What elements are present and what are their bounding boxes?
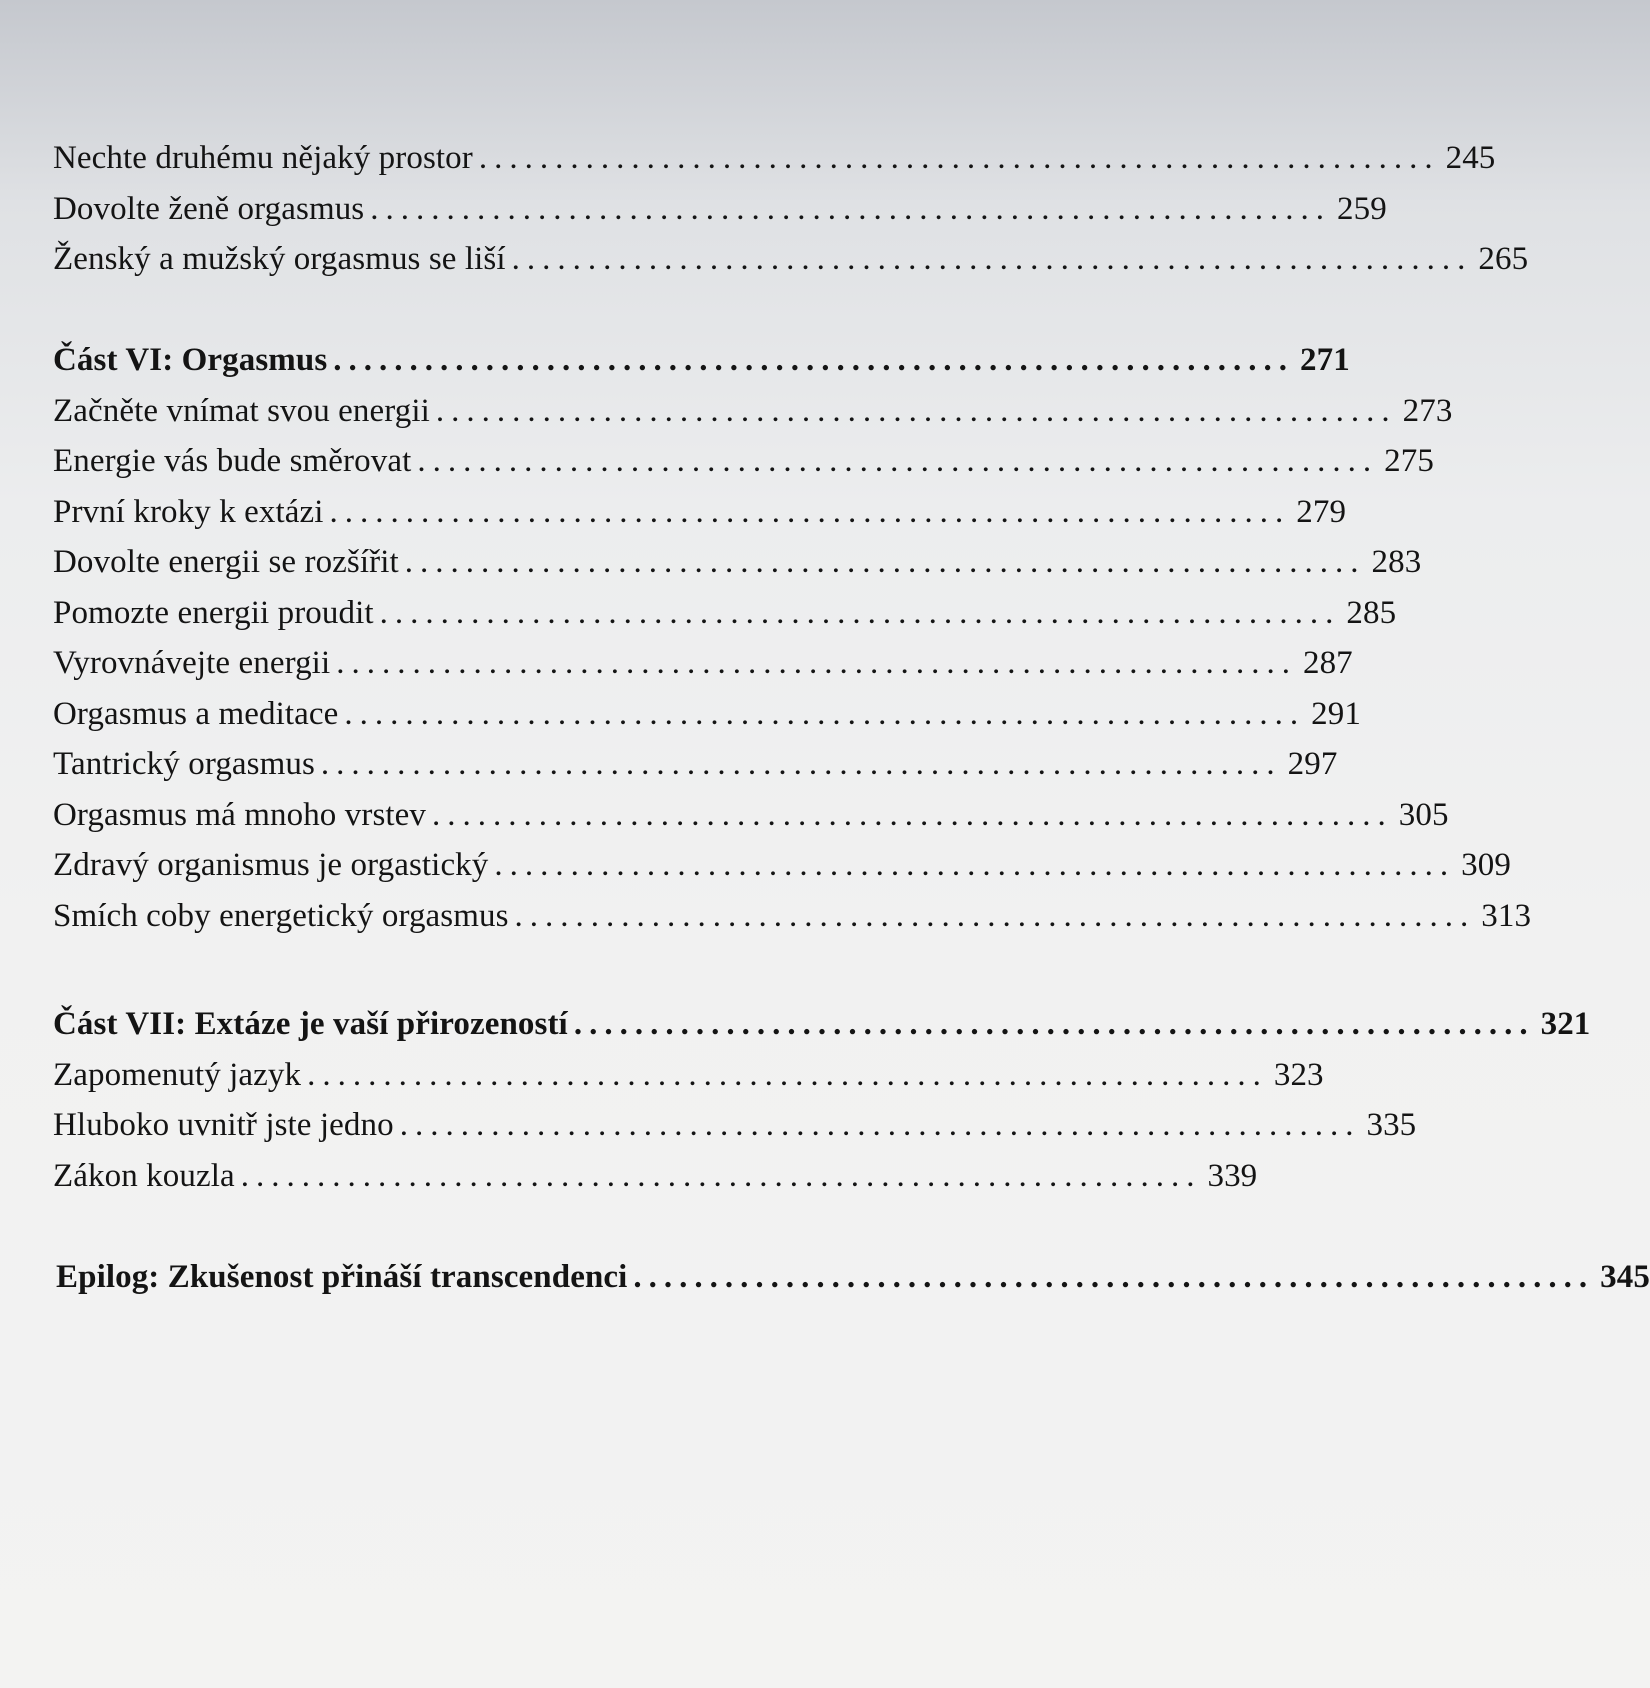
toc-entry [53,897,1532,949]
toc-part-heading [53,1006,1591,1057]
toc-entry-title: Tantrický orgasmus [53,746,315,782]
toc-entry-page: 279 [1296,493,1347,530]
toc-entry-page: 283 [1371,544,1422,580]
toc-section-part-6 [53,342,1532,948]
toc-entry-title: Zákon kouzla [53,1157,235,1194]
toc-entry-title: Hluboko uvnitř jste jedno [53,1107,394,1143]
toc-entry-title: Začněte vnímat svou energii [53,392,430,429]
toc-leader-dots: ............................................................... [417,443,1379,479]
toc-leader-dots: ............................................................... [404,544,1366,580]
toc-entry-page: 305 [1398,796,1449,833]
toc-entry-title: Energie vás bude směrovat [53,443,412,479]
toc-entry [53,241,1529,292]
toc-entry-title: Zdravý organismus je orgastický [53,847,489,883]
toc-entry-page: 265 [1478,241,1529,277]
toc-entry-page: 321 [1540,1006,1591,1042]
toc-entry-title: Orgasmus má mnoho vrstev [53,796,427,833]
toc-entry-title: Pomozte energii proudit [53,594,374,631]
toc-entry-title: Ženský a mužský orgasmus se liší [53,241,506,277]
toc-leader-dots: ............................................................... [573,1006,1535,1042]
toc-entry-title: Vyrovnávejte energii [53,645,331,681]
toc-entry [53,796,1449,848]
toc-entry [53,443,1434,494]
toc-leader-dots: ............................................................... [511,241,1473,277]
toc-leader-dots: ............................................................... [435,392,1397,429]
toc-leader-dots: ............................................................... [329,493,1291,530]
toc-entry-page: 335 [1366,1107,1417,1143]
toc-leader-dots: ............................................................... [370,190,1331,227]
toc-leader-dots: ............................................................... [514,897,1476,934]
toc-entry-page: 287 [1302,645,1353,681]
toc-entry-page: 245 [1445,140,1496,176]
toc-entry [53,392,1453,444]
toc-entry-page: 323 [1273,1056,1324,1093]
toc-entry [53,695,1361,747]
toc-leader-dots: ............................................................... [344,695,1306,732]
toc-entry-title: Dovolte energii se rozšířit [53,544,399,580]
toc-entry-title: Dovolte ženě orgasmus [53,190,365,227]
toc-entry-page: 297 [1287,746,1338,782]
toc-entry-page: 339 [1207,1157,1258,1194]
toc-part-heading [56,1259,1650,1310]
toc-entry [53,544,1422,595]
toc-entry [53,493,1347,545]
toc-entry-page: 291 [1311,695,1361,732]
toc-entry [53,1107,1417,1158]
toc-entry [53,190,1387,242]
toc-entry-page: 285 [1346,594,1397,631]
toc-leader-dots: ............................................................... [633,1259,1595,1295]
toc-leader-dots: ............................................................... [336,645,1297,681]
toc-entry [53,746,1338,797]
toc-entry-title: Nechte druhému nějaký prostor [53,140,473,176]
toc-leader-dots: ............................................................... [320,746,1282,782]
toc-section-epilogue [56,1259,1650,1310]
toc-entry-title: Zapomenutý jazyk [53,1056,302,1093]
toc-entry [53,1056,1324,1108]
toc-leader-dots: ............................................................... [432,796,1393,833]
toc-leader-dots: ............................................................... [333,342,1295,378]
toc-entry-page: 309 [1461,847,1511,883]
toc-entry [53,594,1397,646]
toc-leader-dots: ............................................................... [307,1056,1268,1093]
toc-entry-page: 275 [1384,443,1434,479]
toc-entry [53,847,1511,898]
toc-entry-title: Orgasmus a meditace [53,695,339,732]
toc-entry-page: 271 [1300,342,1350,378]
toc-leader-dots: ............................................................... [240,1157,1202,1194]
toc-entry-title: Část VI: Orgasmus [53,342,328,378]
toc-entry-title: Část VII: Extáze je vaší přirozeností [53,1006,568,1042]
toc-leader-dots: ............................................................... [478,140,1440,176]
toc-leader-dots: ............................................................... [494,847,1456,883]
toc-entry-title: První kroky k extázi [53,493,324,530]
toc-leader-dots: ............................................................... [379,594,1341,631]
toc-section-continued [53,140,1529,292]
toc-entry [53,1157,1258,1209]
toc-entry-title: Epilog: Zkušenost přináší transcendenci [56,1259,628,1295]
toc-entry-page: 259 [1337,190,1387,227]
toc-entry [53,140,1496,191]
toc-entry-page: 313 [1481,897,1532,934]
toc-entry-title: Smích coby energetický orgasmus [53,897,509,934]
toc-leader-dots: ............................................................... [399,1107,1361,1143]
toc-entry-page: 345 [1600,1259,1650,1295]
toc-section-part-7 [53,1006,1591,1208]
toc-entry-page: 273 [1402,392,1453,429]
toc-part-heading [53,342,1350,393]
toc-entry [53,645,1353,696]
